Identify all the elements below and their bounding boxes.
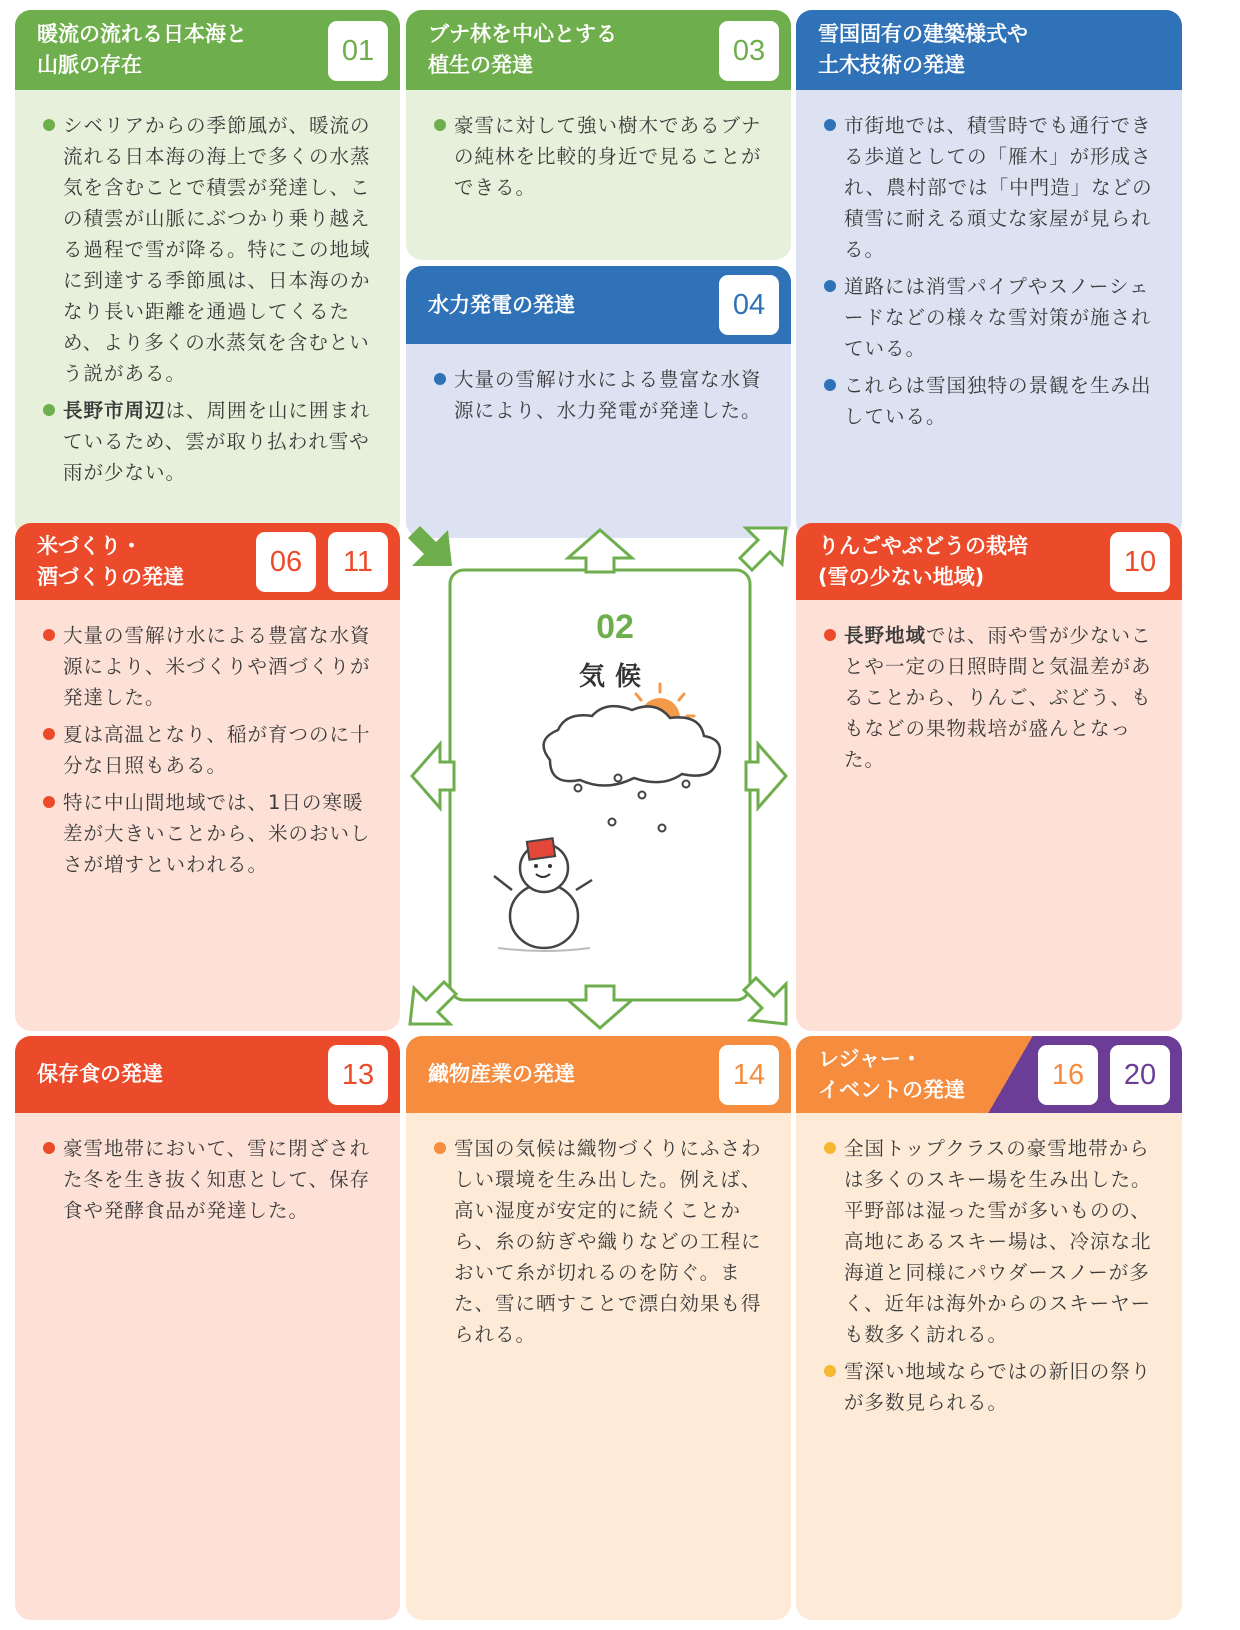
card-title: 雪国固有の建築様式や 土木技術の発達	[818, 22, 1028, 77]
list-item: 市街地では、積雪時でも通行できる歩道としての「雁木」が形成され、農村部では「中門造」などの積雪に耐える頑丈な家屋が見られる。	[824, 110, 1164, 265]
bullet-icon	[43, 796, 55, 808]
card-title: 米づくり・ 酒づくりの発達	[37, 533, 184, 589]
card-03-beech-forest	[406, 10, 791, 260]
bullet-icon	[43, 728, 55, 740]
number-badge: 01	[328, 21, 388, 81]
list-item: 道路には消雪パイプやスノーシェードなどの様々な雪対策が施されている。	[824, 271, 1164, 364]
list-item: 大量の雪解け水による豊富な水資源により、水力発電が発達した。	[434, 364, 773, 426]
list-item: 雪深い地域ならではの新旧の祭りが多数見られる。	[824, 1356, 1164, 1418]
bullet-icon	[43, 629, 55, 641]
bullet-icon	[43, 119, 55, 131]
card-title: 織物産業の発達	[428, 1062, 575, 1086]
card-13-preserved-food	[15, 1036, 400, 1620]
bullet-icon	[824, 629, 836, 641]
card-body	[15, 600, 400, 880]
card-body	[796, 1113, 1182, 1418]
card-title: りんごやぶどうの栽培 (雪の少ない地域)	[818, 533, 1028, 589]
list-item: 全国トップクラスの豪雪地帯からは多くのスキー場を生み出した。平野部は湿った雪が多いものの、高地にあるスキー場は、冷涼な北海道と同様にパウダースノーが多く、近年は海外からのスキーヤーも数多く訪れる。	[824, 1133, 1164, 1350]
card-title: 暖流の流れる日本海と 山脈の存在	[37, 22, 247, 77]
bullet-icon	[824, 280, 836, 292]
number-badge: 04	[719, 275, 779, 335]
number-badge: 13	[328, 1045, 388, 1105]
card-06-rice-sake	[15, 523, 400, 1031]
number-badge: 20	[1110, 1045, 1170, 1105]
list-item: 雪国の気候は織物づくりにふさわしい環境を生み出した。例えば、高い湿度が安定的に続くことから、糸の紡ぎや織りなどの工程において糸が切れるのを防ぐ。また、雪に晒すことで漂白効果も得られる。	[434, 1133, 773, 1350]
card-body	[15, 90, 400, 488]
list-item: 夏は高温となり、稲が育つのに十分な日照もある。	[43, 719, 382, 781]
bullet-icon	[43, 1142, 55, 1154]
card-title: 水力発電の発達	[428, 292, 575, 317]
climate-center	[420, 540, 810, 1060]
list-item: 大量の雪解け水による豊富な水資源により、米づくりや酒づくりが発達した。	[43, 620, 382, 713]
number-badge: 16	[1038, 1045, 1098, 1105]
bullet-icon	[434, 119, 446, 131]
card-body	[406, 1113, 791, 1350]
card-04-hydropower	[406, 266, 791, 538]
card-01-sea-and-mountains	[15, 10, 400, 538]
bullet-icon	[434, 1142, 446, 1154]
list-item: 豪雪地帯において、雪に閉ざされた冬を生き抜く知恵として、保存食や発酵食品が発達した。	[43, 1133, 382, 1226]
list-item: シベリアからの季節風が、暖流の流れる日本海の海上で多くの水蒸気を含むことで積雲が発達し、この積雲が山脈にぶつかり乗り越える過程で雪が降る。特にこの地域に到達する季節風は、日本海のかなり長い距離を通過してくるため、より多くの水蒸気を含むという説がある。	[43, 110, 382, 389]
card-body	[796, 90, 1182, 432]
center-number: 02	[596, 608, 634, 646]
card-title: 保存食の発達	[37, 1062, 163, 1086]
card-body	[15, 1113, 400, 1226]
card-architecture	[796, 10, 1182, 538]
bullet-icon	[824, 1365, 836, 1377]
bullet-icon	[824, 119, 836, 131]
bullet-icon	[824, 1142, 836, 1154]
center-title: 気候	[578, 662, 651, 692]
card-title: レジャー・ イベントの発達	[818, 1046, 965, 1102]
list-item: 長野市周辺は、周囲を山に囲まれているため、雲が取り払われ雪や雨が少ない。	[43, 395, 382, 488]
number-badge: 11	[328, 532, 388, 592]
card-14-textile	[406, 1036, 791, 1620]
list-item: 豪雪に対して強い樹木であるブナの純林を比較的身近で見ることができる。	[434, 110, 773, 203]
bullet-icon	[434, 373, 446, 385]
card-body	[406, 344, 791, 426]
card-body	[796, 600, 1182, 775]
number-badge: 06	[256, 532, 316, 592]
list-item: 特に中山間地域では、1日の寒暖差が大きいことから、米のおいしさが増すといわれる。	[43, 787, 382, 880]
card-10-fruit	[796, 523, 1182, 1031]
card-16-leisure	[796, 1036, 1182, 1620]
number-badge: 10	[1110, 532, 1170, 592]
list-item: 長野地域では、雨や雪が少ないことや一定の日照時間と気温差があることから、りんご、ぶどう、ももなどの果物栽培が盛んとなった。	[824, 620, 1164, 775]
list-item: これらは雪国独特の景観を生み出している。	[824, 370, 1164, 432]
card-title: ブナ林を中心とする 植生の発達	[428, 22, 617, 77]
bullet-icon	[43, 404, 55, 416]
number-badge: 14	[719, 1045, 779, 1105]
card-body	[406, 90, 791, 203]
number-badge: 03	[719, 21, 779, 81]
bullet-icon	[824, 379, 836, 391]
